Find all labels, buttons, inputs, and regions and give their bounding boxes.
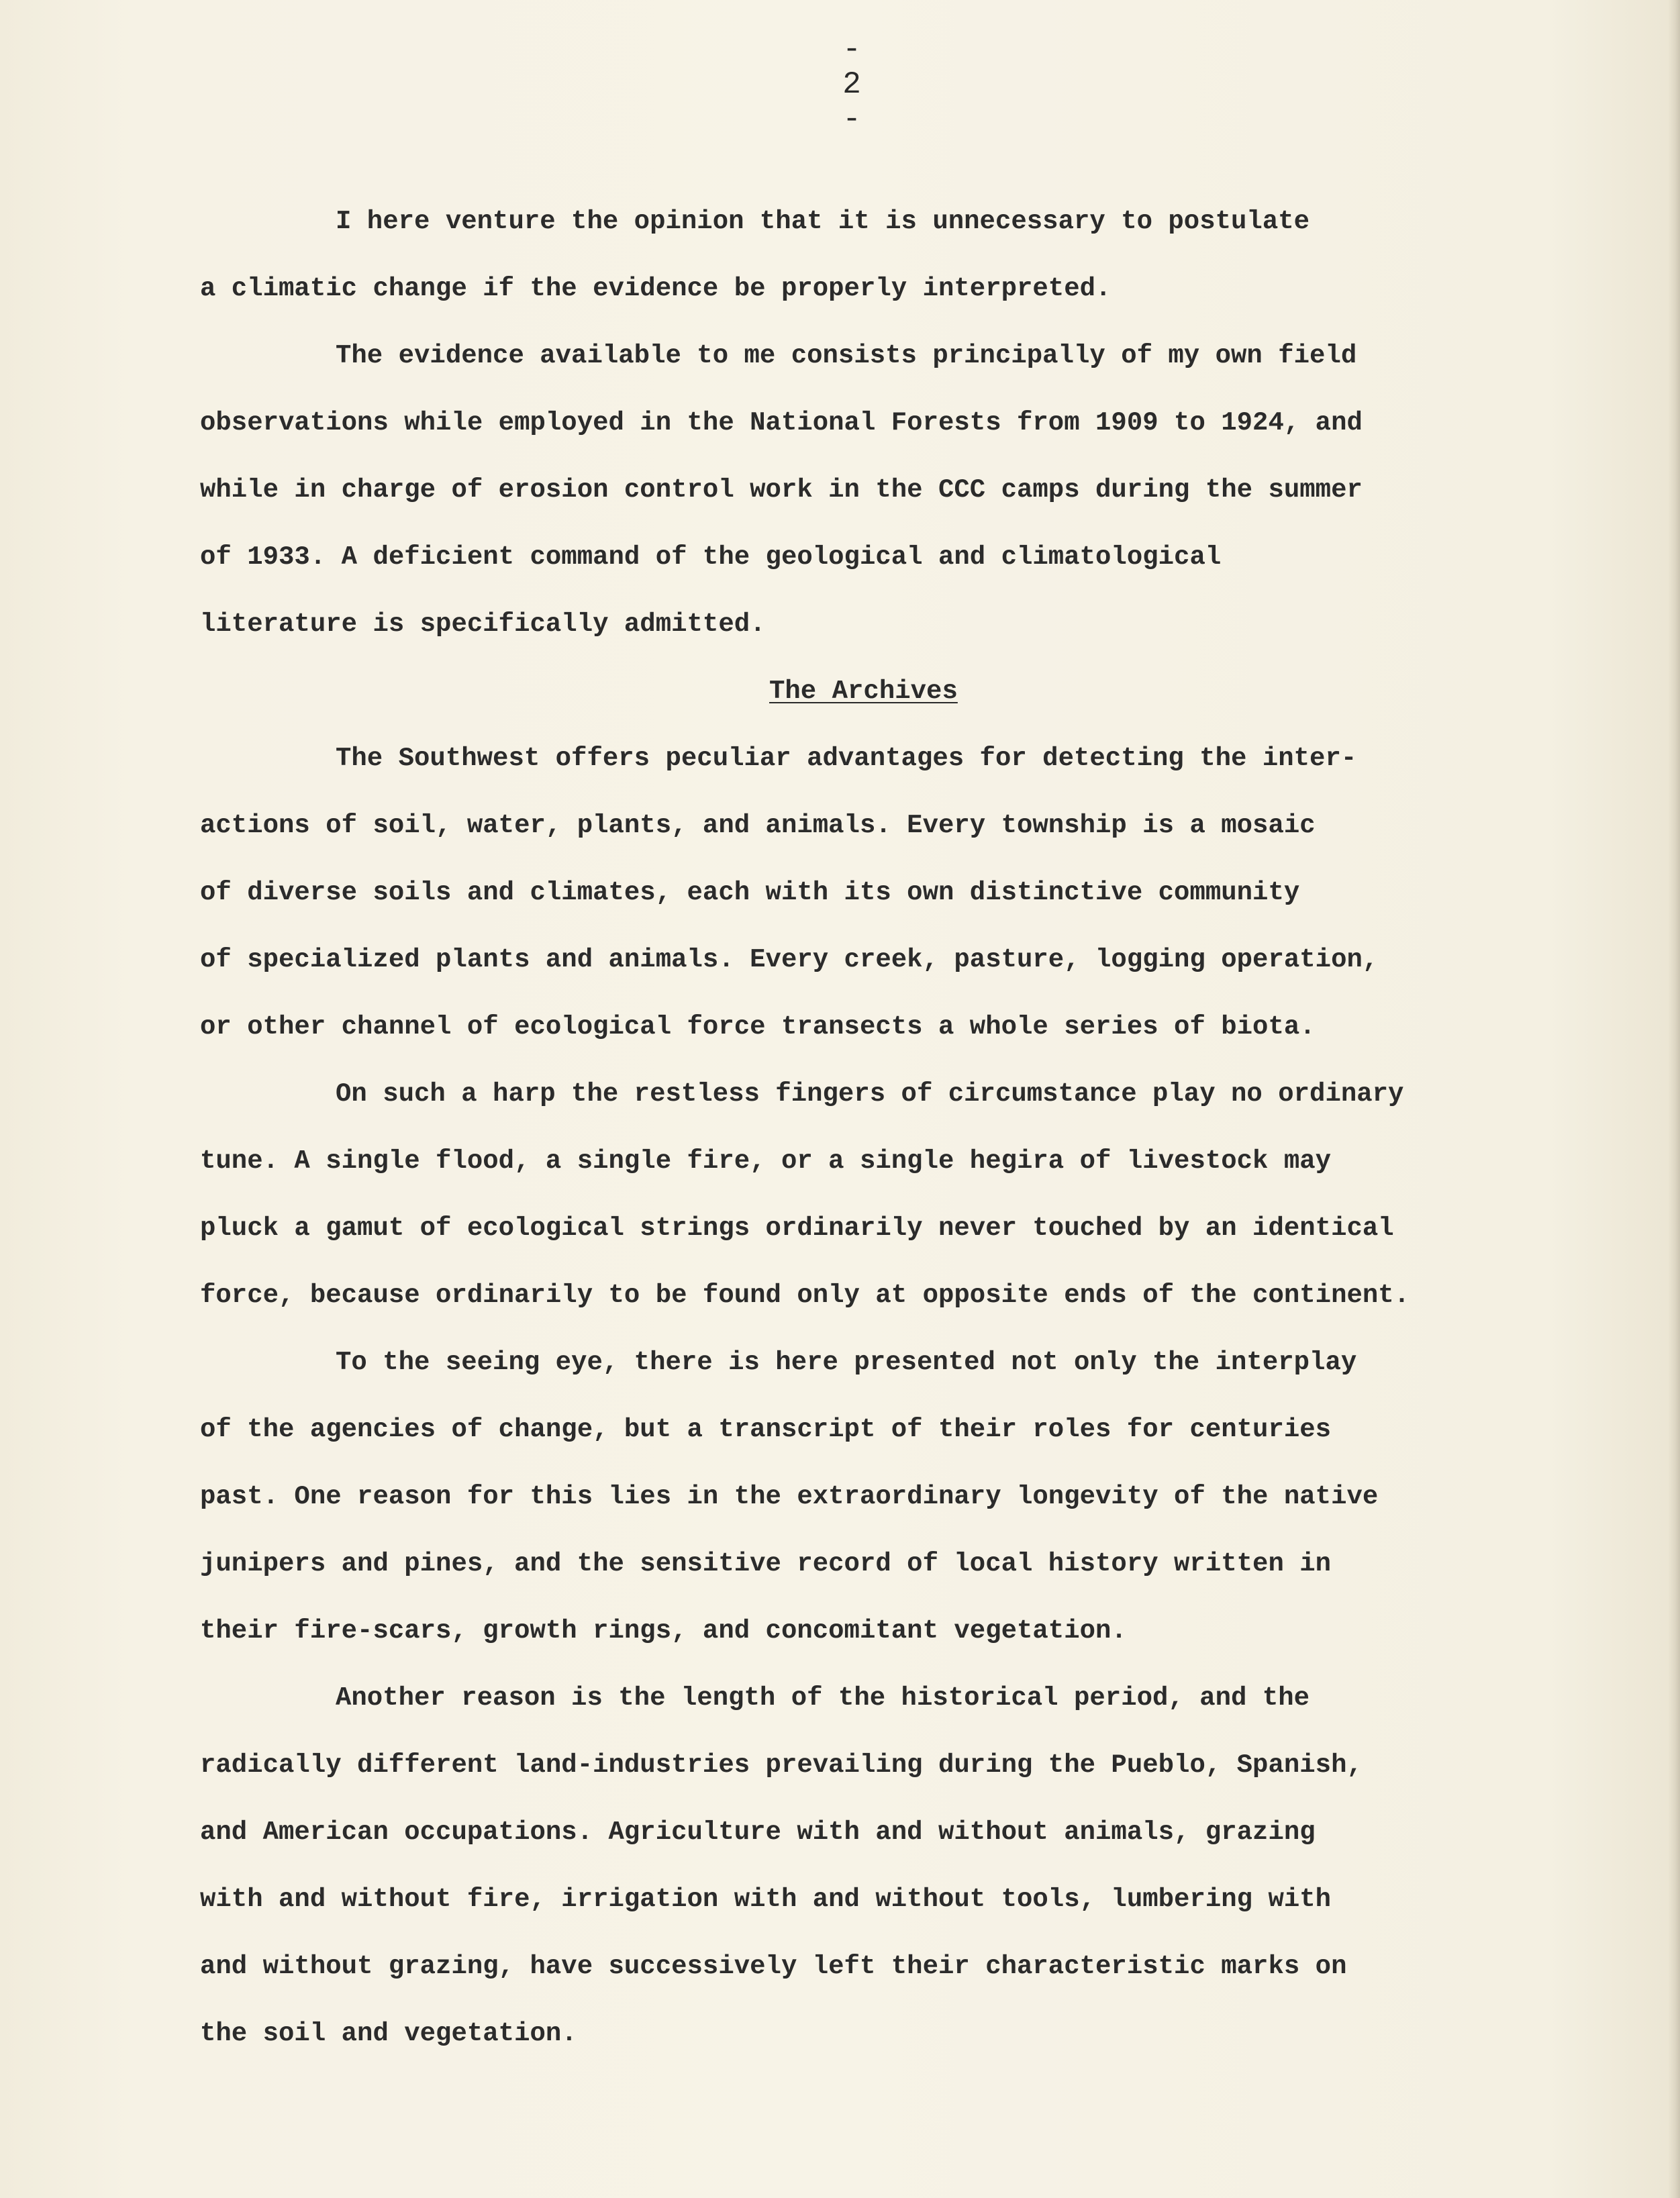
paragraph-line: The Southwest offers peculiar advantages for detecting the inter- [336, 744, 1357, 773]
paragraph-line: pluck a gamut of ecological strings ordinarily never touched by an identical [200, 1213, 1394, 1243]
paragraph-line: of the agencies of change, but a transcript of their roles for centuries [200, 1415, 1332, 1444]
paragraph-line: the soil and vegetation. [200, 2019, 577, 2048]
paragraph-line: actions of soil, water, plants, and animals. Every township is a mosaic [200, 811, 1316, 840]
section-heading-row [200, 670, 1516, 737]
paragraph-line: their fire-scars, growth rings, and concomitant vegetation. [200, 1616, 1127, 1646]
paragraph-line: and without grazing, have successively left their characteristic marks on [200, 1952, 1347, 1981]
page-number: - 2 - [842, 32, 862, 137]
paragraph-line: or other channel of ecological force transects a whole series of biota. [200, 1012, 1316, 1042]
paragraph-line: observations while employed in the National Forests from 1909 to 1924, and [200, 408, 1363, 438]
paragraph-line: radically different land-industries prevailing during the Pueblo, Spanish, [200, 1750, 1363, 1780]
paragraph-line: a climatic change if the evidence be properly interpreted. [200, 274, 1111, 303]
paragraph-line: of 1933. A deficient command of the geological and climatological [200, 542, 1222, 572]
paragraph-line: force, because ordinarily to be found only at opposite ends of the continent. [200, 1281, 1410, 1310]
paragraph-line: I here venture the opinion that it is unnecessary to postulate [336, 207, 1310, 236]
paper-edge-shadow [1668, 0, 1680, 2198]
section-heading: The Archives [769, 677, 958, 706]
paragraph-line: On such a harp the restless fingers of circumstance play no ordinary [336, 1079, 1404, 1109]
paragraph-line: literature is specifically admitted. [200, 609, 766, 639]
paragraph-line: of diverse soils and climates, each with its own distinctive community [200, 878, 1300, 907]
paragraph-line: while in charge of erosion control work in the CCC camps during the summer [200, 475, 1363, 505]
paragraph-line: of specialized plants and animals. Every creek, pasture, logging operation, [200, 945, 1379, 975]
paragraph-line: with and without fire, irrigation with and without tools, lumbering with [200, 1885, 1332, 1914]
paragraph-line: To the seeing eye, there is here presented not only the interplay [336, 1348, 1357, 1377]
paragraph-line: and American occupations. Agriculture with and without animals, grazing [200, 1817, 1316, 1847]
paragraph-line: junipers and pines, and the sensitive record of local history written in [200, 1549, 1332, 1579]
body-text [200, 200, 1516, 2079]
paragraph-line: tune. A single flood, a single fire, or a single hegira of livestock may [200, 1146, 1332, 1176]
paragraph-line: Another reason is the length of the historical period, and the [336, 1683, 1310, 1713]
paragraph-line: past. One reason for this lies in the extraordinary longevity of the native [200, 1482, 1379, 1511]
paragraph-line: The evidence available to me consists principally of my own field [336, 341, 1357, 370]
